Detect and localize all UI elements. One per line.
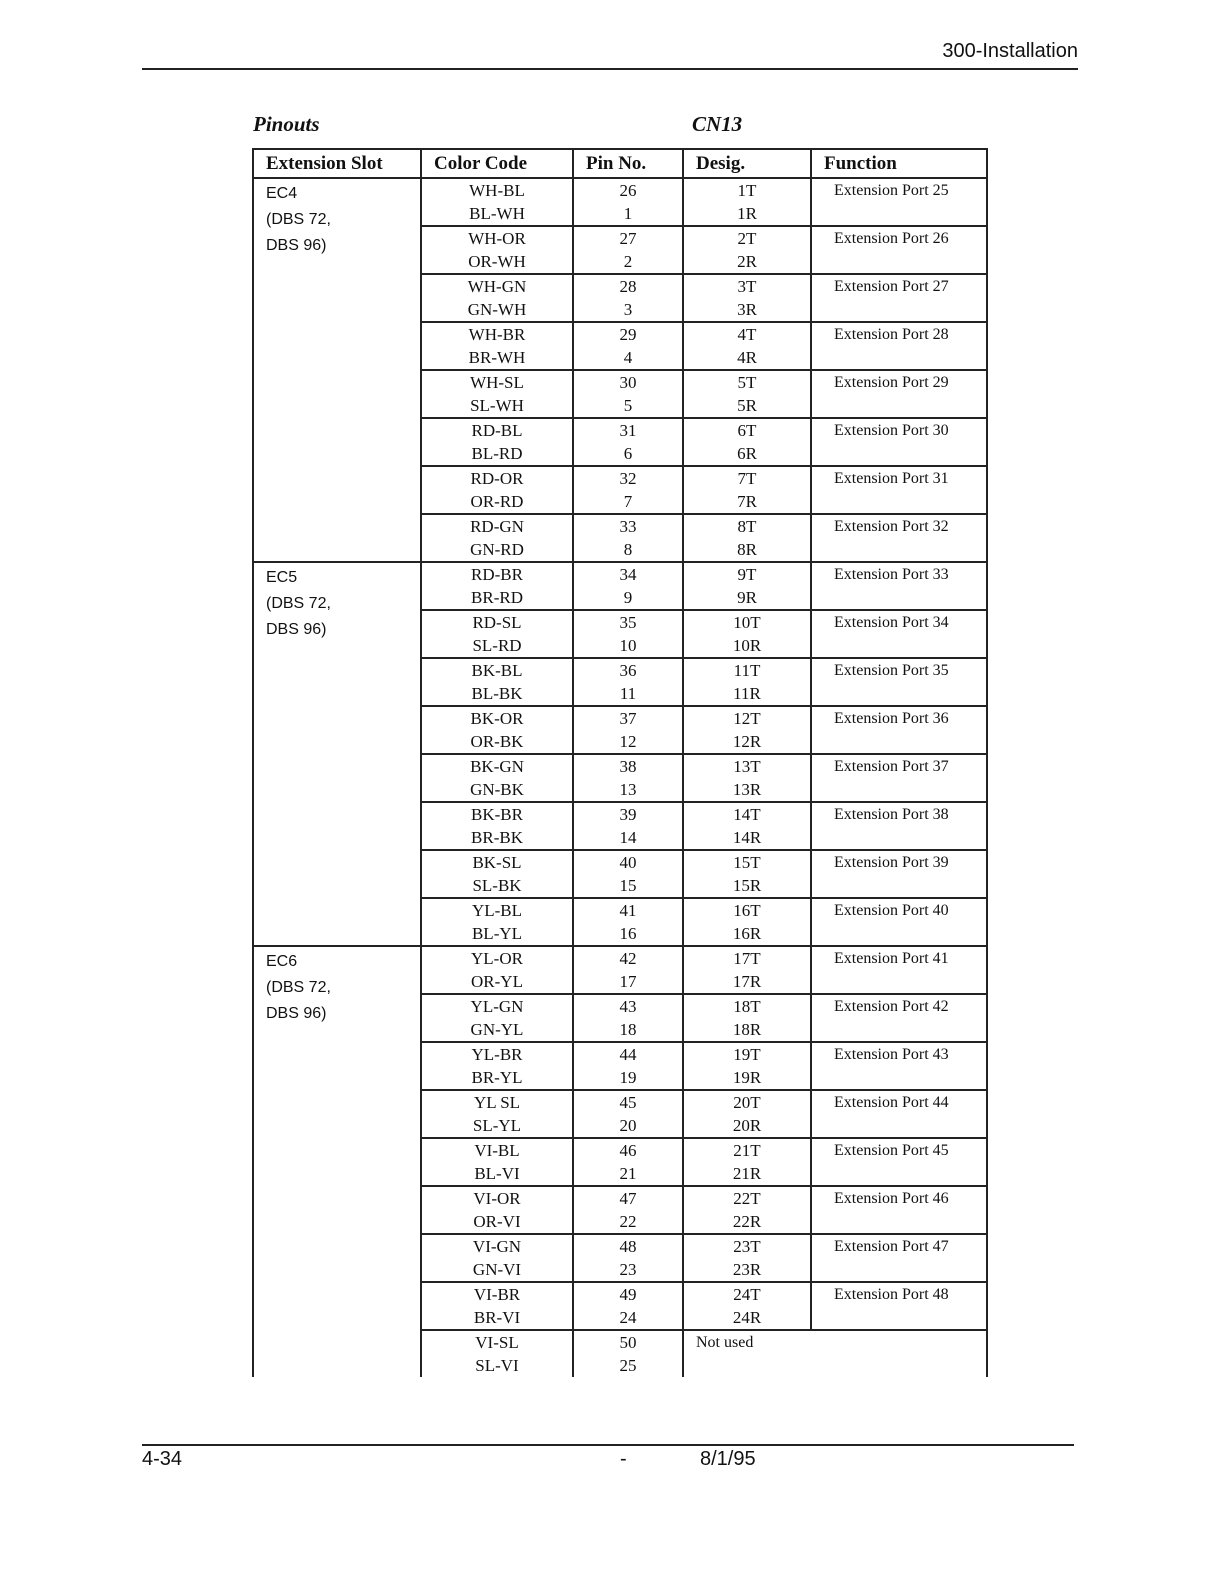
pin-number-cell: 43 (573, 994, 683, 1018)
column-header-desig: Desig. (683, 149, 811, 178)
table-row (253, 946, 987, 970)
color-code-cell: WH-BR (421, 322, 573, 346)
designation-cell: 23R (683, 1258, 811, 1282)
designation-cell: 12T (683, 706, 811, 730)
footer-page-number: 4-34 (142, 1448, 183, 1470)
pinout-table (252, 148, 988, 1377)
function-cell: Extension Port 26 (811, 226, 987, 274)
function-cell: Extension Port 33 (811, 562, 987, 610)
pin-number-cell: 2 (573, 250, 683, 274)
designation-cell: 19T (683, 1042, 811, 1066)
pin-number-cell: 50 (573, 1330, 683, 1354)
column-header-function: Function (811, 149, 987, 178)
designation-cell: 8R (683, 538, 811, 562)
color-code-cell: GN-BK (421, 778, 573, 802)
color-code-cell: OR-VI (421, 1210, 573, 1234)
designation-cell: 21R (683, 1162, 811, 1186)
function-cell: Extension Port 38 (811, 802, 987, 850)
color-code-cell: BK-BL (421, 658, 573, 682)
extension-slot-cell (253, 178, 421, 562)
designation-cell: 11R (683, 682, 811, 706)
pin-number-cell: 17 (573, 970, 683, 994)
designation-cell: 9T (683, 562, 811, 586)
pin-number-cell: 9 (573, 586, 683, 610)
function-cell: Extension Port 28 (811, 322, 987, 370)
color-code-cell: BL-BK (421, 682, 573, 706)
designation-cell: 8T (683, 514, 811, 538)
designation-cell: 6R (683, 442, 811, 466)
function-cell: Extension Port 46 (811, 1186, 987, 1234)
designation-cell: 23T (683, 1234, 811, 1258)
color-code-cell: BR-YL (421, 1066, 573, 1090)
designation-cell: 9R (683, 586, 811, 610)
pin-number-cell: 18 (573, 1018, 683, 1042)
designation-cell: 21T (683, 1138, 811, 1162)
color-code-cell: YL-BR (421, 1042, 573, 1066)
designation-cell: 22R (683, 1210, 811, 1234)
pin-number-cell: 45 (573, 1090, 683, 1114)
color-code-cell: GN-VI (421, 1258, 573, 1282)
page-header-title: 300-Installation (942, 40, 1078, 62)
pin-number-cell: 4 (573, 346, 683, 370)
designation-cell: 7R (683, 490, 811, 514)
function-cell: Extension Port 44 (811, 1090, 987, 1138)
color-code-cell: BL-RD (421, 442, 573, 466)
color-code-cell: RD-BR (421, 562, 573, 586)
function-cell: Extension Port 31 (811, 466, 987, 514)
pin-number-cell: 11 (573, 682, 683, 706)
extension-slot-line: DBS 96) (266, 237, 327, 254)
designation-cell: 1R (683, 202, 811, 226)
footer-rule (142, 1444, 1074, 1446)
color-code-cell: BR-RD (421, 586, 573, 610)
pinouts-label: Pinouts (253, 112, 320, 136)
pin-number-cell: 21 (573, 1162, 683, 1186)
designation-cell: 20T (683, 1090, 811, 1114)
function-cell: Extension Port 34 (811, 610, 987, 658)
designation-cell: 17T (683, 946, 811, 970)
color-code-cell: WH-BL (421, 178, 573, 202)
color-code-cell: OR-YL (421, 970, 573, 994)
designation-cell: 5T (683, 370, 811, 394)
pin-number-cell: 44 (573, 1042, 683, 1066)
extension-slot-line: EC4 (266, 185, 298, 202)
extension-slot-line: (DBS 72, (266, 979, 331, 996)
pin-number-cell: 19 (573, 1066, 683, 1090)
color-code-cell: VI-OR (421, 1186, 573, 1210)
function-cell: Extension Port 35 (811, 658, 987, 706)
color-code-cell: WH-GN (421, 274, 573, 298)
color-code-cell: BL-YL (421, 922, 573, 946)
pin-number-cell: 29 (573, 322, 683, 346)
function-cell: Extension Port 42 (811, 994, 987, 1042)
pin-number-cell: 16 (573, 922, 683, 946)
function-cell: Extension Port 47 (811, 1234, 987, 1282)
extension-slot-line: DBS 96) (266, 1005, 327, 1022)
pin-number-cell: 15 (573, 874, 683, 898)
designation-cell: 14R (683, 826, 811, 850)
pin-number-cell: 22 (573, 1210, 683, 1234)
extension-slot-cell (253, 562, 421, 946)
color-code-cell: WH-SL (421, 370, 573, 394)
column-header-pin-no: Pin No. (573, 149, 683, 178)
color-code-cell: BR-WH (421, 346, 573, 370)
designation-cell: 24T (683, 1282, 811, 1306)
pin-number-cell: 34 (573, 562, 683, 586)
table-row (253, 178, 987, 202)
extension-slot-line: (DBS 72, (266, 595, 331, 612)
function-cell: Extension Port 45 (811, 1138, 987, 1186)
designation-cell: 10T (683, 610, 811, 634)
color-code-cell: RD-SL (421, 610, 573, 634)
designation-cell: 18T (683, 994, 811, 1018)
color-code-cell: OR-RD (421, 490, 573, 514)
column-header-extension-slot: Extension Slot (253, 149, 421, 178)
color-code-cell: OR-BK (421, 730, 573, 754)
color-code-cell: YL-BL (421, 898, 573, 922)
pin-number-cell: 31 (573, 418, 683, 442)
pin-number-cell: 35 (573, 610, 683, 634)
designation-cell: 16R (683, 922, 811, 946)
color-code-cell: YL-OR (421, 946, 573, 970)
extension-slot-line: DBS 96) (266, 621, 327, 638)
color-code-cell: BK-OR (421, 706, 573, 730)
pin-number-cell: 10 (573, 634, 683, 658)
designation-cell: 15T (683, 850, 811, 874)
function-cell: Extension Port 41 (811, 946, 987, 994)
color-code-cell: SL-VI (421, 1354, 573, 1377)
color-code-cell: SL-RD (421, 634, 573, 658)
designation-cell: 3T (683, 274, 811, 298)
function-cell: Extension Port 48 (811, 1282, 987, 1330)
designation-cell: 16T (683, 898, 811, 922)
color-code-cell: BK-BR (421, 802, 573, 826)
color-code-cell: OR-WH (421, 250, 573, 274)
designation-cell: 20R (683, 1114, 811, 1138)
function-cell: Extension Port 30 (811, 418, 987, 466)
pin-number-cell: 27 (573, 226, 683, 250)
color-code-cell: VI-SL (421, 1330, 573, 1354)
pin-number-cell: 20 (573, 1114, 683, 1138)
color-code-cell: YL-GN (421, 994, 573, 1018)
pin-number-cell: 41 (573, 898, 683, 922)
pin-number-cell: 42 (573, 946, 683, 970)
function-cell: Extension Port 25 (811, 178, 987, 226)
extension-slot-cell (253, 946, 421, 1377)
color-code-cell: SL-WH (421, 394, 573, 418)
pin-number-cell: 40 (573, 850, 683, 874)
designation-cell: 5R (683, 394, 811, 418)
function-cell: Extension Port 29 (811, 370, 987, 418)
pin-number-cell: 5 (573, 394, 683, 418)
designation-cell: 24R (683, 1306, 811, 1330)
designation-cell: 13R (683, 778, 811, 802)
extension-slot-line: EC5 (266, 569, 298, 586)
color-code-cell: YL SL (421, 1090, 573, 1114)
color-code-cell: RD-OR (421, 466, 573, 490)
color-code-cell: BK-SL (421, 850, 573, 874)
pin-number-cell: 38 (573, 754, 683, 778)
function-cell: Extension Port 39 (811, 850, 987, 898)
pin-number-cell: 37 (573, 706, 683, 730)
color-code-cell: SL-BK (421, 874, 573, 898)
connector-label: CN13 (692, 112, 743, 136)
designation-cell: 6T (683, 418, 811, 442)
designation-cell: 12R (683, 730, 811, 754)
color-code-cell: GN-WH (421, 298, 573, 322)
pin-number-cell: 39 (573, 802, 683, 826)
pin-number-cell: 30 (573, 370, 683, 394)
color-code-cell: GN-YL (421, 1018, 573, 1042)
pin-number-cell: 7 (573, 490, 683, 514)
function-cell: Extension Port 43 (811, 1042, 987, 1090)
designation-cell: 2T (683, 226, 811, 250)
pin-number-cell: 25 (573, 1354, 683, 1377)
color-code-cell: VI-BR (421, 1282, 573, 1306)
function-cell: Extension Port 37 (811, 754, 987, 802)
designation-cell: 10R (683, 634, 811, 658)
color-code-cell: BR-VI (421, 1306, 573, 1330)
color-code-cell: GN-RD (421, 538, 573, 562)
designation-cell: 19R (683, 1066, 811, 1090)
color-code-cell: VI-GN (421, 1234, 573, 1258)
pin-number-cell: 8 (573, 538, 683, 562)
table-body (253, 178, 987, 1377)
color-code-cell: WH-OR (421, 226, 573, 250)
pin-number-cell: 13 (573, 778, 683, 802)
pin-number-cell: 14 (573, 826, 683, 850)
function-cell: Extension Port 32 (811, 514, 987, 562)
color-code-cell: VI-BL (421, 1138, 573, 1162)
pin-number-cell: 33 (573, 514, 683, 538)
header-rule (142, 68, 1078, 70)
pin-number-cell: 32 (573, 466, 683, 490)
pin-number-cell: 23 (573, 1258, 683, 1282)
extension-slot-line: (DBS 72, (266, 211, 331, 228)
column-header-color-code: Color Code (421, 149, 573, 178)
pin-number-cell: 1 (573, 202, 683, 226)
designation-cell: 15R (683, 874, 811, 898)
designation-cell: 18R (683, 1018, 811, 1042)
color-code-cell: BL-VI (421, 1162, 573, 1186)
function-cell: Extension Port 36 (811, 706, 987, 754)
table-row (253, 562, 987, 586)
color-code-cell: BL-WH (421, 202, 573, 226)
pin-number-cell: 48 (573, 1234, 683, 1258)
designation-cell: 22T (683, 1186, 811, 1210)
extension-slot-line: EC6 (266, 953, 298, 970)
pin-number-cell: 12 (573, 730, 683, 754)
color-code-cell: SL-YL (421, 1114, 573, 1138)
pin-number-cell: 26 (573, 178, 683, 202)
pin-number-cell: 46 (573, 1138, 683, 1162)
designation-cell: 4R (683, 346, 811, 370)
color-code-cell: BR-BK (421, 826, 573, 850)
pin-number-cell: 6 (573, 442, 683, 466)
function-cell: Extension Port 27 (811, 274, 987, 322)
designation-cell: 14T (683, 802, 811, 826)
designation-cell: 11T (683, 658, 811, 682)
not-used-cell: Not used (683, 1330, 987, 1377)
designation-cell: 2R (683, 250, 811, 274)
footer-date: 8/1/95 (700, 1448, 756, 1470)
pin-number-cell: 49 (573, 1282, 683, 1306)
color-code-cell: RD-BL (421, 418, 573, 442)
color-code-cell: RD-GN (421, 514, 573, 538)
pin-number-cell: 36 (573, 658, 683, 682)
pin-number-cell: 47 (573, 1186, 683, 1210)
pin-number-cell: 24 (573, 1306, 683, 1330)
designation-cell: 7T (683, 466, 811, 490)
footer-dash: - (620, 1448, 627, 1470)
pin-number-cell: 28 (573, 274, 683, 298)
designation-cell: 13T (683, 754, 811, 778)
designation-cell: 3R (683, 298, 811, 322)
designation-cell: 17R (683, 970, 811, 994)
table-header-row (253, 149, 987, 178)
color-code-cell: BK-GN (421, 754, 573, 778)
designation-cell: 1T (683, 178, 811, 202)
function-cell: Extension Port 40 (811, 898, 987, 946)
designation-cell: 4T (683, 322, 811, 346)
pin-number-cell: 3 (573, 298, 683, 322)
